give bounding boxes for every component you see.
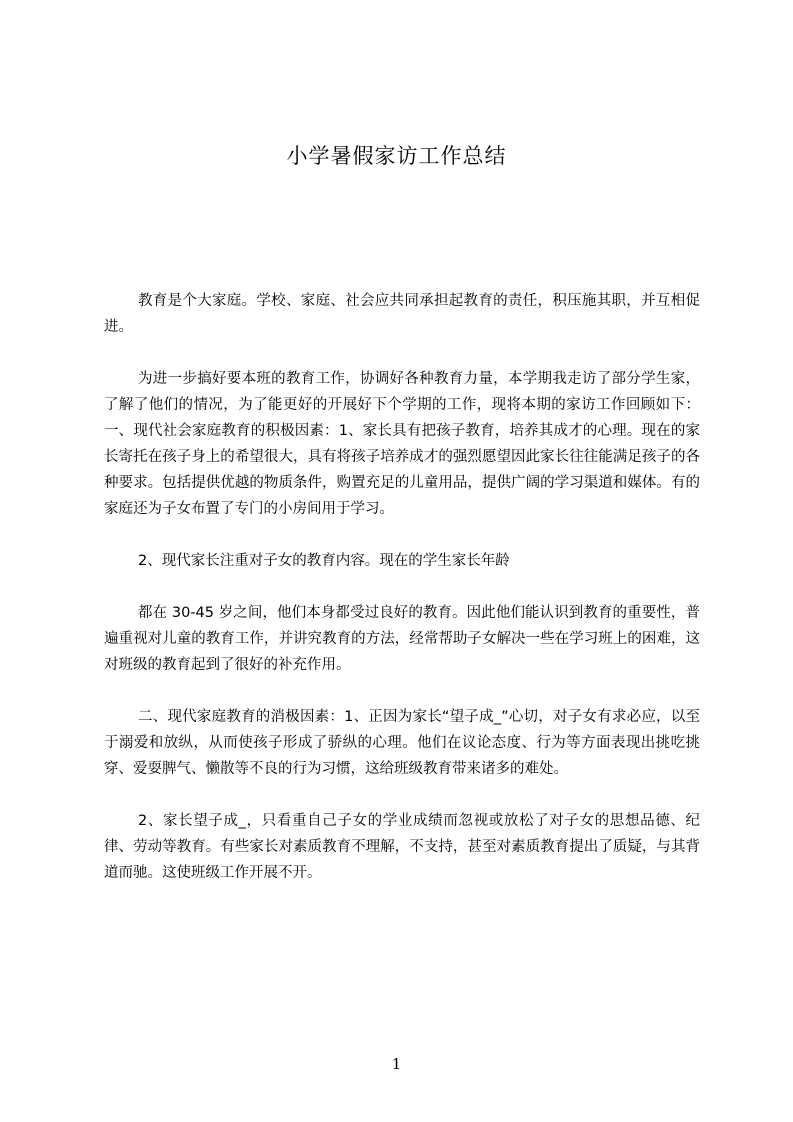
document-title: 小学暑假家访工作总结 bbox=[286, 144, 507, 168]
document-body bbox=[104, 288, 700, 886]
paragraph-1: 教育是个大家庭。学校、家庭、社会应共同承担起教育的责任，积压施其职，并互相促进。 bbox=[104, 293, 700, 335]
paragraph-6: 2、家长望子成_，只看重自己子女的学业成绩而忽视或放松了对子女的思想品德、纪律、劳动等教育。有些家长对素质教育不理解，不支持，甚至对素质教育提出了质疑，与其背道而驰。这使班级工作开展不开。 bbox=[104, 813, 700, 881]
page-number: 1 bbox=[391, 1055, 402, 1073]
paragraph-2: 为进一步搞好要本班的教育工作，协调好各种教育力量，本学期我走访了部分学生家，了解了他们的情况，为了能更好的开展好下个学期的工作，现将本期的家访工作回顾如下：一、现代社会家庭教育的积极因素：1、家长具有把孩子教育，培养其成才的心理。现在的家长寄托在孩子身上的希望很大，具有将孩子培养成才的强烈愿望因此家长往往能满足孩子的各种要求。包括提供优越的物质条件，购置充足的儿童用品，提供广阔的学习渠道和媒体。有的家庭还为子女布置了专门的小房间用于学习。 bbox=[104, 371, 700, 517]
paragraph-5: 二、现代家庭教育的消极因素：1、正因为家长“望子成_”心切，对子女有求必应，以至于溺爱和放纵，从而使孩子形成了骄纵的心理。他们在议论态度、行为等方面表现出挑吃挑穿、爱耍脾气、懒散等不良的行为习惯，这给班级教育带来诸多的难处。 bbox=[104, 709, 700, 777]
paragraph-3: 2、现代家长注重对子女的教育内容。现在的学生家长年龄 bbox=[138, 553, 510, 569]
paragraph-4: 都在 30-45 岁之间，他们本身都受过良好的教育。因此他们能认识到教育的重要性，普遍重视对儿童的教育工作，并讲究教育的方法，经常帮助子女解决一些在学习班上的困难，这对班级的教育起到了很好的补充作用。 bbox=[104, 605, 700, 673]
